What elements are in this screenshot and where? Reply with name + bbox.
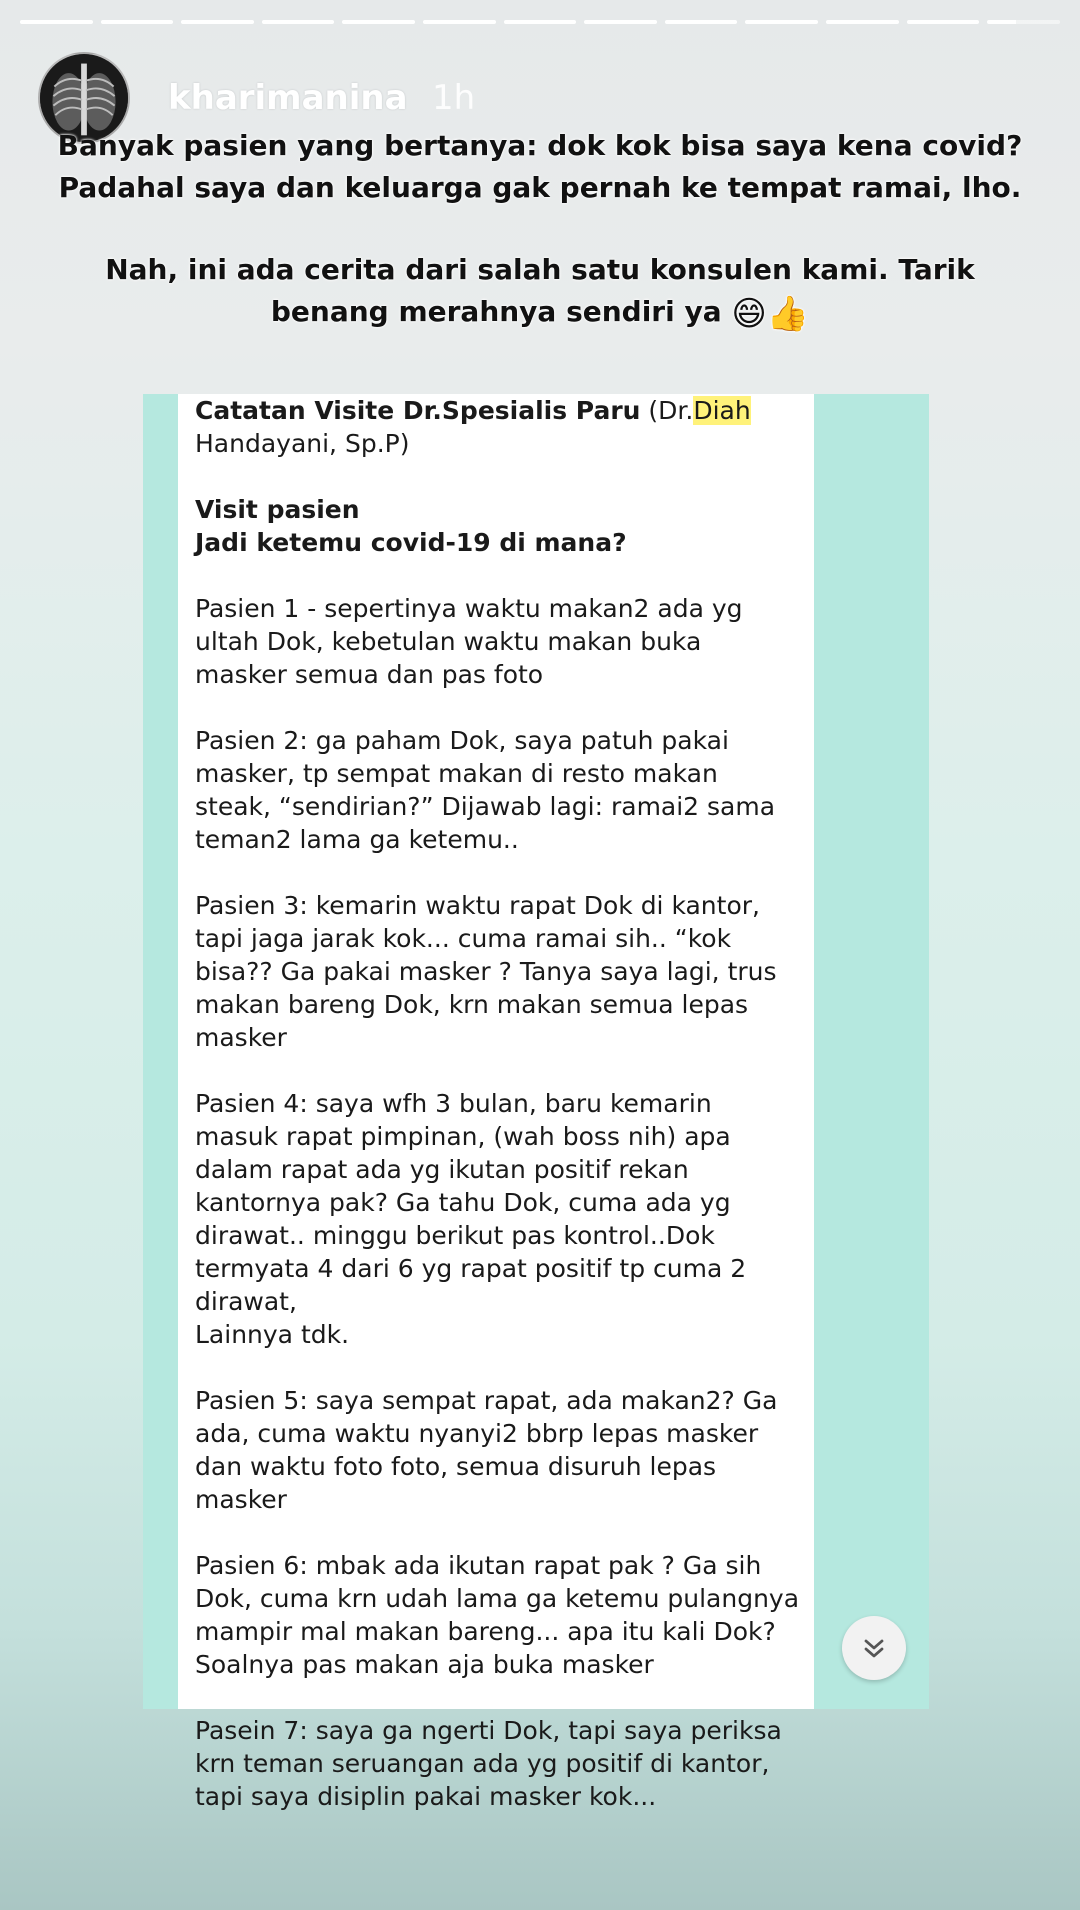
caption-line [40, 291, 1040, 335]
highlighted-name: Diah [693, 396, 751, 425]
patient-entry-4-text: Pasien 4: saya wfh 3 bulan, baru kemarin masuk rapat pimpinan, (wah boss nih) apa dalam rapat ada yg ikutan positif rekan kantornya pak? Ga tahu Dok, cuma ada yg dirawat.. minggu berikut pas kontrol..Dok termyata 4 dari 6 yg rapat positif tp cuma 2 dirawat, [195, 1089, 747, 1316]
story-caption [40, 125, 1040, 335]
progress-segment [504, 20, 577, 24]
username[interactable]: kharimanina [168, 78, 408, 118]
patient-entry-4 [195, 1087, 800, 1351]
patient-entry-1: Pasien 1 - sepertinya waktu makan2 ada yg ultah Dok, kebetulan waktu makan buka masker semua dan pas foto [195, 594, 743, 689]
progress-segment [826, 20, 899, 24]
progress-segment [745, 20, 818, 24]
caption-line: Padahal saya dan keluarga gak pernah ke tempat ramai, lho. [58, 171, 1022, 204]
progress-segment-active [987, 20, 1060, 24]
patient-entry-3: Pasien 3: kemarin waktu rapat Dok di kantor, tapi jaga jarak kok... cuma ramai sih.. “kok bisa?? Ga pakai masker ? Tanya saya lagi, trus makan bareng Dok, krn makan semua lepas masker [195, 891, 777, 1052]
note-title-paren: (Dr. [640, 396, 694, 425]
note-title [195, 394, 800, 460]
visit-heading: Visit pasien [195, 495, 360, 524]
progress-segment [665, 20, 738, 24]
patient-entry-4-extra: Lainnya tdk. [195, 1320, 350, 1349]
emoji-grin-thumbs-up: 😄👍 [731, 294, 810, 334]
progress-segment [907, 20, 980, 24]
progress-segment [181, 20, 254, 24]
caption-text: benang merahnya sendiri ya [270, 295, 722, 328]
note-heading [195, 493, 800, 559]
progress-segment [342, 20, 415, 24]
progress-segment [262, 20, 335, 24]
note-title-bold: Catatan Visite Dr.Spesialis Paru [195, 396, 641, 425]
story-progress-bar [20, 20, 1060, 24]
progress-segment [584, 20, 657, 24]
chevron-double-down-icon [859, 1633, 889, 1663]
progress-segment [101, 20, 174, 24]
question-heading: Jadi ketemu covid-19 di mana? [195, 528, 627, 557]
patient-entry-5: Pasien 5: saya sempat rapat, ada makan2? Ga ada, cuma waktu nyanyi2 bbrp lepas masker dan waktu foto foto, semua disuruh lepas masker [195, 1386, 778, 1514]
progress-segment [20, 20, 93, 24]
scroll-down-button[interactable] [842, 1616, 906, 1680]
caption-line: Banyak pasien yang bertanya: dok kok bisa saya kena covid? [57, 129, 1023, 162]
note-title-rest: Handayani, Sp.P) [195, 429, 410, 458]
post-time: 1h [432, 78, 476, 118]
visit-note-document [178, 394, 814, 1811]
patient-entry-7: Pasein 7: saya ga ngerti Dok, tapi saya periksa krn teman seruangan ada yg positif di kantor, tapi saya disiplin pakai masker kok... [195, 1716, 782, 1811]
progress-segment [423, 20, 496, 24]
patient-entry-6: Pasien 6: mbak ada ikutan rapat pak ? Ga sih Dok, cuma krn udah lama ga ketemu pulangnya mampir mal makan bareng... apa itu kali Dok? Soalnya pas makan aja buka masker [195, 1551, 800, 1679]
patient-entry-2: Pasien 2: ga paham Dok, saya patuh pakai masker, tp sempat makan di resto makan steak, “sendirian?” Dijawab lagi: ramai2 sama teman2 lama ga ketemu.. [195, 726, 776, 854]
caption-line: Nah, ini ada cerita dari salah satu konsulen kami. Tarik [105, 253, 975, 286]
